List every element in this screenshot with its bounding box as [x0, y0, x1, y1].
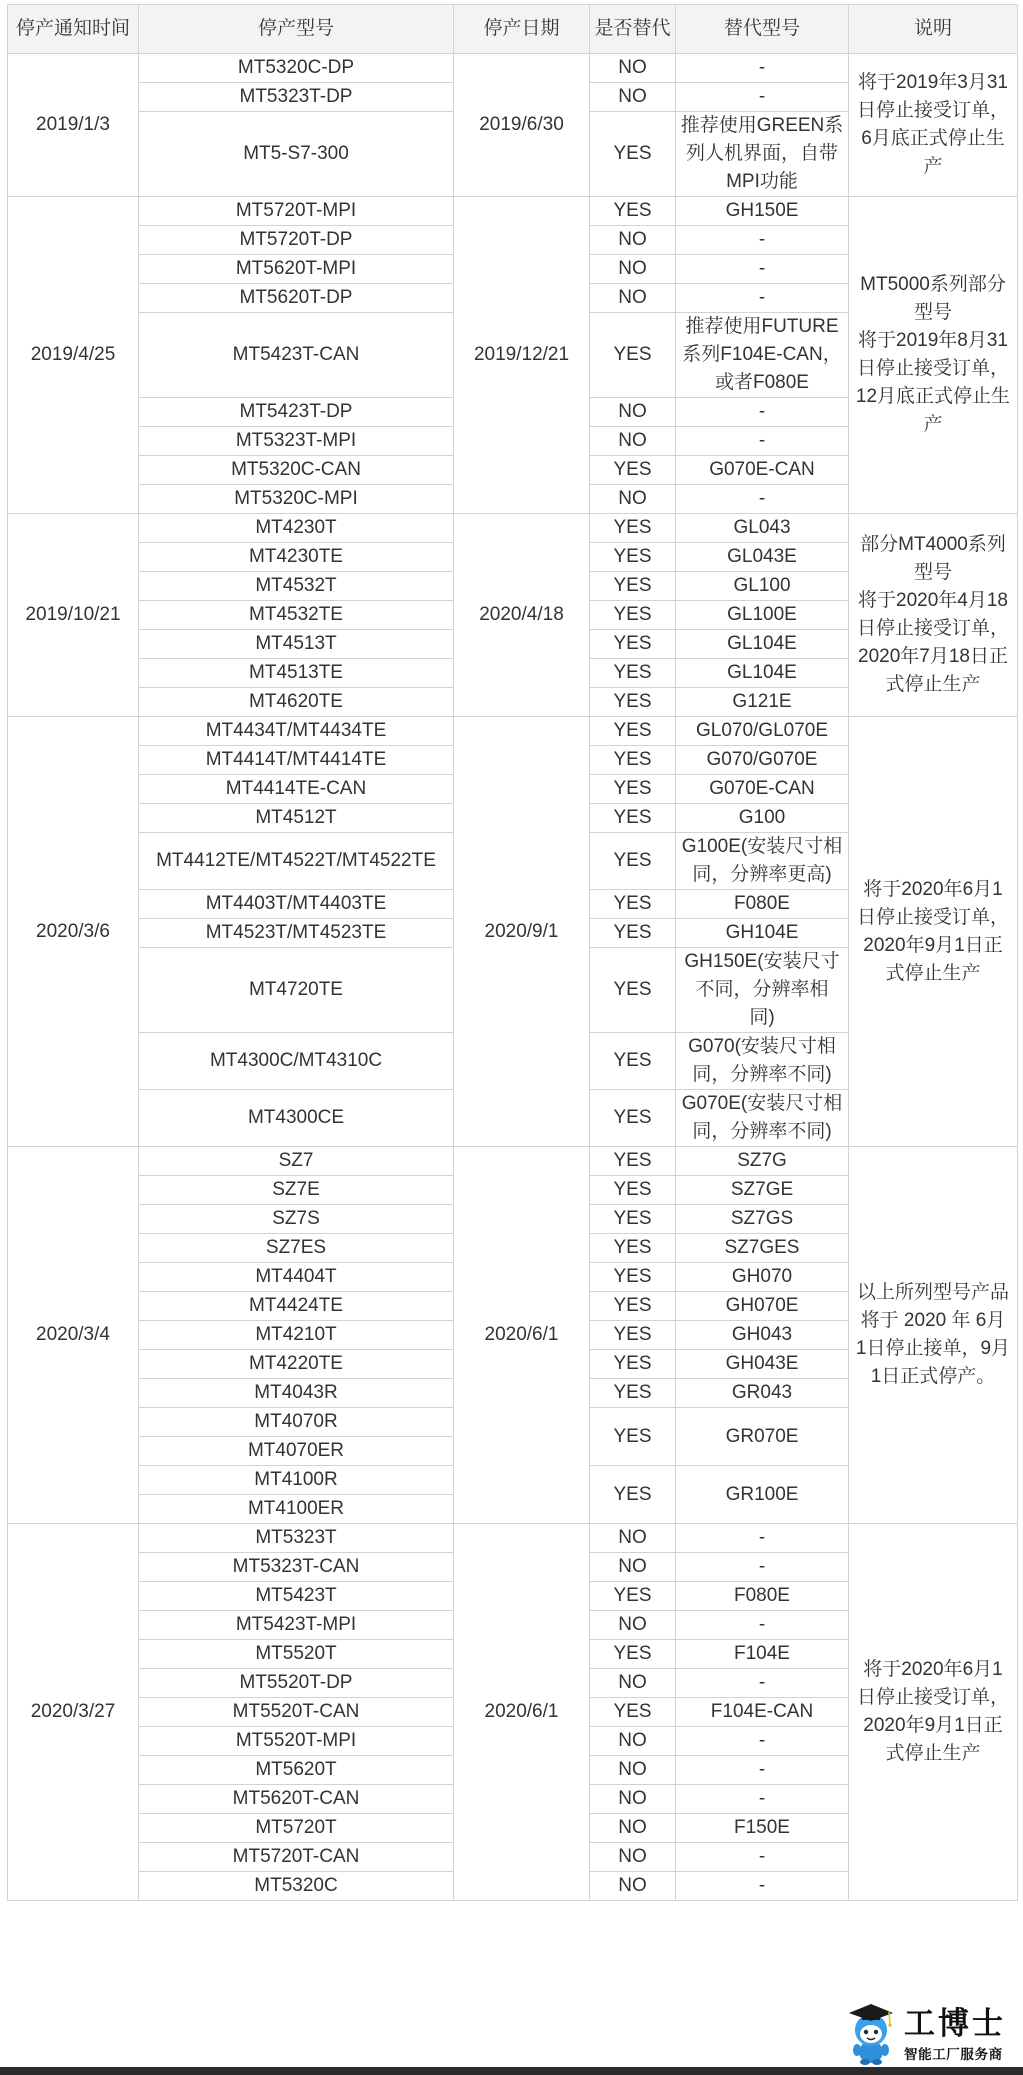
replacement-cell: SZ7GS — [676, 1205, 849, 1234]
model-cell: MT5423T-DP — [139, 398, 454, 427]
replaceable-cell: NO — [590, 1669, 676, 1698]
model-cell: MT4620TE — [139, 688, 454, 717]
model-cell: MT5520T-DP — [139, 1669, 454, 1698]
replacement-cell: G070E-CAN — [676, 456, 849, 485]
replaceable-cell: NO — [590, 1756, 676, 1785]
replaceable-cell: NO — [590, 485, 676, 514]
replaceable-cell: YES — [590, 630, 676, 659]
model-cell: MT4720TE — [139, 948, 454, 1033]
replaceable-cell: YES — [590, 1090, 676, 1147]
notice-date-cell: 2020/3/4 — [8, 1147, 139, 1524]
note-line: 式停止生产 — [885, 1743, 981, 1764]
replacement-cell: GH043 — [676, 1321, 849, 1350]
model-cell: MT5720T-MPI — [139, 197, 454, 226]
replacement-line: 同，分辨率不同) — [692, 1121, 832, 1142]
replaceable-cell: YES — [590, 1176, 676, 1205]
replaceable-cell: NO — [590, 1872, 676, 1901]
model-cell: MT5423T-MPI — [139, 1611, 454, 1640]
note-cell — [849, 514, 1018, 717]
replaceable-cell: YES — [590, 833, 676, 890]
replacement-cell: GL100 — [676, 572, 849, 601]
replaceable-cell: YES — [590, 1033, 676, 1090]
replacement-line: 不同，分辨率相 — [695, 979, 829, 1000]
replacement-cell: GH104E — [676, 919, 849, 948]
model-cell: MT4532TE — [139, 601, 454, 630]
replaceable-cell: NO — [590, 284, 676, 313]
model-cell: MT5620T — [139, 1756, 454, 1785]
header-row — [8, 5, 1018, 54]
replaceable-cell: YES — [590, 948, 676, 1033]
replacement-cell — [676, 1090, 849, 1147]
note-cell — [849, 1147, 1018, 1524]
replacement-cell: G070/G070E — [676, 746, 849, 775]
replacement-cell: G100 — [676, 804, 849, 833]
replacement-cell: - — [676, 284, 849, 313]
brand-slogan: 智能工厂服务商 — [904, 2047, 1003, 2063]
replacement-cell: GL100E — [676, 601, 849, 630]
stop-date-cell: 2019/6/30 — [454, 54, 590, 197]
model-cell: MT4404T — [139, 1263, 454, 1292]
replaceable-cell: YES — [590, 543, 676, 572]
table-row — [8, 197, 1018, 226]
note-line: 将于2020年6月1 — [863, 878, 1003, 900]
note-line: 式停止生产 — [885, 674, 981, 695]
model-cell: MT5323T-MPI — [139, 427, 454, 456]
eol-table — [7, 4, 1018, 1901]
replacement-cell: - — [676, 226, 849, 255]
replacement-line: GH150E(安装尺寸 — [684, 951, 840, 972]
replaceable-cell: NO — [590, 255, 676, 284]
replacement-cell: F104E-CAN — [676, 1698, 849, 1727]
replacement-cell: - — [676, 1756, 849, 1785]
header-replacement: 替代型号 — [676, 5, 849, 54]
replaceable-cell: YES — [590, 717, 676, 746]
replacement-cell: G121E — [676, 688, 849, 717]
replacement-cell: GL043E — [676, 543, 849, 572]
model-cell: MT4100R — [139, 1466, 454, 1495]
note-cell — [849, 717, 1018, 1147]
replaceable-cell: YES — [590, 1205, 676, 1234]
note-line: 6月底正式停止生 — [861, 128, 1005, 149]
replaceable-cell: YES — [590, 112, 676, 197]
note-line: 型号 — [913, 562, 952, 583]
replaceable-cell: YES — [590, 313, 676, 398]
note-line: 将于 2020 年 6月 — [860, 1310, 1006, 1331]
table-body — [8, 54, 1018, 1901]
model-cell: MT4523T/MT4523TE — [139, 919, 454, 948]
replacement-cell: GL070/GL070E — [676, 717, 849, 746]
replacement-cell: - — [676, 1553, 849, 1582]
replaceable-cell: YES — [590, 1582, 676, 1611]
note-line: 将于2020年6月1 — [863, 1659, 1003, 1680]
table-row — [8, 1524, 1018, 1553]
model-cell: SZ7ES — [139, 1234, 454, 1263]
notice-date-cell: 2019/10/21 — [8, 514, 139, 717]
model-cell: MT4412TE/MT4522T/MT4522TE — [139, 833, 454, 890]
header-stop-date: 停产日期 — [454, 5, 590, 54]
header-model: 停产型号 — [139, 5, 454, 54]
stop-date-cell: 2020/6/1 — [454, 1524, 590, 1901]
model-cell: MT4403T/MT4403TE — [139, 890, 454, 919]
replaceable-cell: YES — [590, 775, 676, 804]
replacement-cell: GH070 — [676, 1263, 849, 1292]
header-note: 说明 — [849, 5, 1018, 54]
replaceable-cell: YES — [590, 746, 676, 775]
notice-date-cell: 2019/4/25 — [8, 197, 139, 514]
replaceable-cell: NO — [590, 226, 676, 255]
replacement-line: 同) — [749, 1007, 775, 1028]
replaceable-cell: YES — [590, 1350, 676, 1379]
note-cell — [849, 1524, 1018, 1901]
note-cell — [849, 197, 1018, 514]
model-cell: MT4230TE — [139, 543, 454, 572]
replaceable-cell: YES — [590, 514, 676, 543]
note-line: 将于2019年3月31 — [858, 72, 1008, 93]
replacement-line: 或者F080E — [715, 372, 809, 393]
replacement-cell: - — [676, 1727, 849, 1756]
model-cell: MT4513TE — [139, 659, 454, 688]
note-line: 日停止接受订单， — [856, 100, 1009, 121]
note-line: 产 — [923, 414, 943, 435]
replacement-cell: F150E — [676, 1814, 849, 1843]
model-cell: MT5320C — [139, 1872, 454, 1901]
note-line: 型号 — [913, 302, 952, 323]
model-cell: MT4043R — [139, 1379, 454, 1408]
replacement-cell: - — [676, 427, 849, 456]
replacement-cell: GR043 — [676, 1379, 849, 1408]
replacement-cell: F104E — [676, 1640, 849, 1669]
replaceable-cell: YES — [590, 1234, 676, 1263]
replacement-cell: SZ7GE — [676, 1176, 849, 1205]
stop-date-cell: 2020/4/18 — [454, 514, 590, 717]
note-line: 2020年9月1日正 — [863, 1715, 1003, 1736]
replacement-cell: - — [676, 1785, 849, 1814]
replacement-cell — [676, 948, 849, 1033]
replacement-cell — [676, 313, 849, 398]
notice-date-cell: 2019/1/3 — [8, 54, 139, 197]
model-cell: MT4434T/MT4434TE — [139, 717, 454, 746]
model-cell: MT4512T — [139, 804, 454, 833]
model-cell: MT4424TE — [139, 1292, 454, 1321]
note-line: 日停止接受订单， — [856, 906, 1009, 928]
replaceable-cell: YES — [590, 1640, 676, 1669]
replacement-line: 列人机界面，自带 — [685, 143, 838, 164]
model-cell: MT4414T/MT4414TE — [139, 746, 454, 775]
replaceable-cell: YES — [590, 1698, 676, 1727]
notice-date-cell: 2020/3/6 — [8, 717, 139, 1147]
replaceable-cell: NO — [590, 54, 676, 83]
header-replaceable: 是否替代 — [590, 5, 676, 54]
replacement-cell: - — [676, 398, 849, 427]
note-cell — [849, 54, 1018, 197]
replaceable-cell: NO — [590, 398, 676, 427]
note-line: 2020年9月1日正 — [863, 934, 1003, 956]
stop-date-cell: 2020/9/1 — [454, 717, 590, 1147]
model-cell: SZ7E — [139, 1176, 454, 1205]
note-line: MT5000系列部分 — [860, 274, 1006, 295]
replacement-cell: GH043E — [676, 1350, 849, 1379]
note-line: 式停止生产 — [885, 962, 981, 984]
replacement-line: G070(安装尺寸相 — [688, 1036, 836, 1057]
model-cell: MT4070ER — [139, 1437, 454, 1466]
replaceable-cell: YES — [590, 1379, 676, 1408]
table-row — [8, 717, 1018, 746]
replaceable-cell: YES — [590, 688, 676, 717]
replaceable-cell: NO — [590, 1814, 676, 1843]
replacement-cell: GL104E — [676, 630, 849, 659]
replaceable-cell: YES — [590, 601, 676, 630]
replacement-cell: SZ7G — [676, 1147, 849, 1176]
replaceable-cell: YES — [590, 1466, 676, 1524]
replacement-line: 同，分辨率更高) — [692, 864, 832, 885]
model-cell: MT4300CE — [139, 1090, 454, 1147]
replacement-cell: - — [676, 54, 849, 83]
model-cell: MT5620T-DP — [139, 284, 454, 313]
note-line: 1日正式停产。 — [870, 1366, 996, 1387]
model-cell: MT5323T — [139, 1524, 454, 1553]
table-row — [8, 514, 1018, 543]
replaceable-cell: YES — [590, 1263, 676, 1292]
replacement-line: MPI功能 — [726, 171, 798, 192]
model-cell: MT5323T-CAN — [139, 1553, 454, 1582]
model-cell: MT4300C/MT4310C — [139, 1033, 454, 1090]
model-cell: SZ7S — [139, 1205, 454, 1234]
replaceable-cell: YES — [590, 919, 676, 948]
replacement-cell: - — [676, 83, 849, 112]
stop-date-cell: 2020/6/1 — [454, 1147, 590, 1524]
model-cell: MT4070R — [139, 1408, 454, 1437]
replaceable-cell: NO — [590, 83, 676, 112]
replaceable-cell: YES — [590, 659, 676, 688]
replaceable-cell: YES — [590, 1408, 676, 1466]
replaceable-cell: YES — [590, 1321, 676, 1350]
model-cell: MT5323T-DP — [139, 83, 454, 112]
model-cell: MT5620T-MPI — [139, 255, 454, 284]
model-cell: MT4210T — [139, 1321, 454, 1350]
replaceable-cell: NO — [590, 1611, 676, 1640]
stop-date-cell: 2019/12/21 — [454, 197, 590, 514]
replacement-cell: GL043 — [676, 514, 849, 543]
notice-date-cell: 2020/3/27 — [8, 1524, 139, 1901]
replacement-line: 推荐使用GREEN系 — [680, 115, 844, 136]
model-cell: MT5520T — [139, 1640, 454, 1669]
note-line: 2020年7月18日正 — [858, 646, 1008, 667]
model-cell: MT4230T — [139, 514, 454, 543]
model-cell: MT5320C-MPI — [139, 485, 454, 514]
replacement-line: G070E(安装尺寸相 — [681, 1093, 843, 1114]
replacement-cell: F080E — [676, 890, 849, 919]
table-header — [8, 5, 1018, 54]
note-line: 以上所列型号产品 — [856, 1282, 1009, 1303]
replacement-cell: - — [676, 485, 849, 514]
replaceable-cell: YES — [590, 890, 676, 919]
mascot-logo-icon — [843, 2000, 899, 2066]
replacement-cell: - — [676, 1872, 849, 1901]
model-cell: MT4100ER — [139, 1495, 454, 1524]
replacement-cell: - — [676, 1843, 849, 1872]
replaceable-cell: YES — [590, 1292, 676, 1321]
model-cell: MT5-S7-300 — [139, 112, 454, 197]
note-line: 将于2020年4月18 — [858, 590, 1008, 611]
note-line: 产 — [923, 156, 943, 177]
model-cell: MT5720T-DP — [139, 226, 454, 255]
model-cell: MT5423T-CAN — [139, 313, 454, 398]
replacement-line: 同，分辨率不同) — [692, 1064, 832, 1085]
brand-name: 工博士 — [904, 2006, 1006, 2042]
note-line: 将于2019年8月31 — [858, 330, 1008, 351]
replacement-cell: G070E-CAN — [676, 775, 849, 804]
replacement-line: G100E(安装尺寸相 — [681, 836, 843, 857]
note-line: 12月底正式停止生 — [855, 386, 1011, 407]
model-cell: MT4220TE — [139, 1350, 454, 1379]
eol-table-container — [7, 4, 1017, 1901]
header-notice-date: 停产通知时间 — [8, 5, 139, 54]
model-cell: MT5720T-CAN — [139, 1843, 454, 1872]
note-line: 1日停止接单，9月 — [855, 1338, 1011, 1359]
model-cell: MT5720T — [139, 1814, 454, 1843]
replacement-cell: GL104E — [676, 659, 849, 688]
replacement-line: 系列F104E-CAN， — [682, 344, 842, 365]
replacement-line: 推荐使用FUTURE — [685, 316, 839, 337]
model-cell: MT5320C-CAN — [139, 456, 454, 485]
model-cell: MT5620T-CAN — [139, 1785, 454, 1814]
replacement-cell: GH070E — [676, 1292, 849, 1321]
replaceable-cell: YES — [590, 572, 676, 601]
note-line: 日停止接受订单， — [856, 618, 1009, 639]
model-cell: SZ7 — [139, 1147, 454, 1176]
model-cell: MT5320C-DP — [139, 54, 454, 83]
brand-logo — [843, 2000, 1015, 2066]
model-cell: MT5423T — [139, 1582, 454, 1611]
replacement-cell: - — [676, 1524, 849, 1553]
replaceable-cell: YES — [590, 1147, 676, 1176]
model-cell: MT4414TE-CAN — [139, 775, 454, 804]
replaceable-cell: NO — [590, 1843, 676, 1872]
model-cell: MT4513T — [139, 630, 454, 659]
replacement-cell: - — [676, 1669, 849, 1698]
replacement-cell — [676, 112, 849, 197]
note-line: 部分MT4000系列 — [860, 534, 1006, 555]
table-row — [8, 54, 1018, 83]
replacement-cell: GR070E — [676, 1408, 849, 1466]
replacement-cell: GH150E — [676, 197, 849, 226]
replacement-cell — [676, 1033, 849, 1090]
model-cell: MT5520T-CAN — [139, 1698, 454, 1727]
model-cell: MT5520T-MPI — [139, 1727, 454, 1756]
replacement-cell: SZ7GES — [676, 1234, 849, 1263]
footer-bar — [0, 2067, 1023, 2075]
table-row — [8, 1147, 1018, 1176]
replaceable-cell: NO — [590, 1727, 676, 1756]
replacement-cell: F080E — [676, 1582, 849, 1611]
replaceable-cell: YES — [590, 197, 676, 226]
replacement-cell — [676, 833, 849, 890]
replaceable-cell: YES — [590, 804, 676, 833]
replacement-cell: - — [676, 255, 849, 284]
note-line: 日停止接受订单， — [856, 1687, 1009, 1708]
replaceable-cell: NO — [590, 1785, 676, 1814]
replacement-cell: GR100E — [676, 1466, 849, 1524]
note-line: 日停止接受订单， — [856, 358, 1009, 379]
replaceable-cell: NO — [590, 427, 676, 456]
replaceable-cell: NO — [590, 1524, 676, 1553]
replaceable-cell: NO — [590, 1553, 676, 1582]
replacement-cell: - — [676, 1611, 849, 1640]
model-cell: MT4532T — [139, 572, 454, 601]
replaceable-cell: YES — [590, 456, 676, 485]
